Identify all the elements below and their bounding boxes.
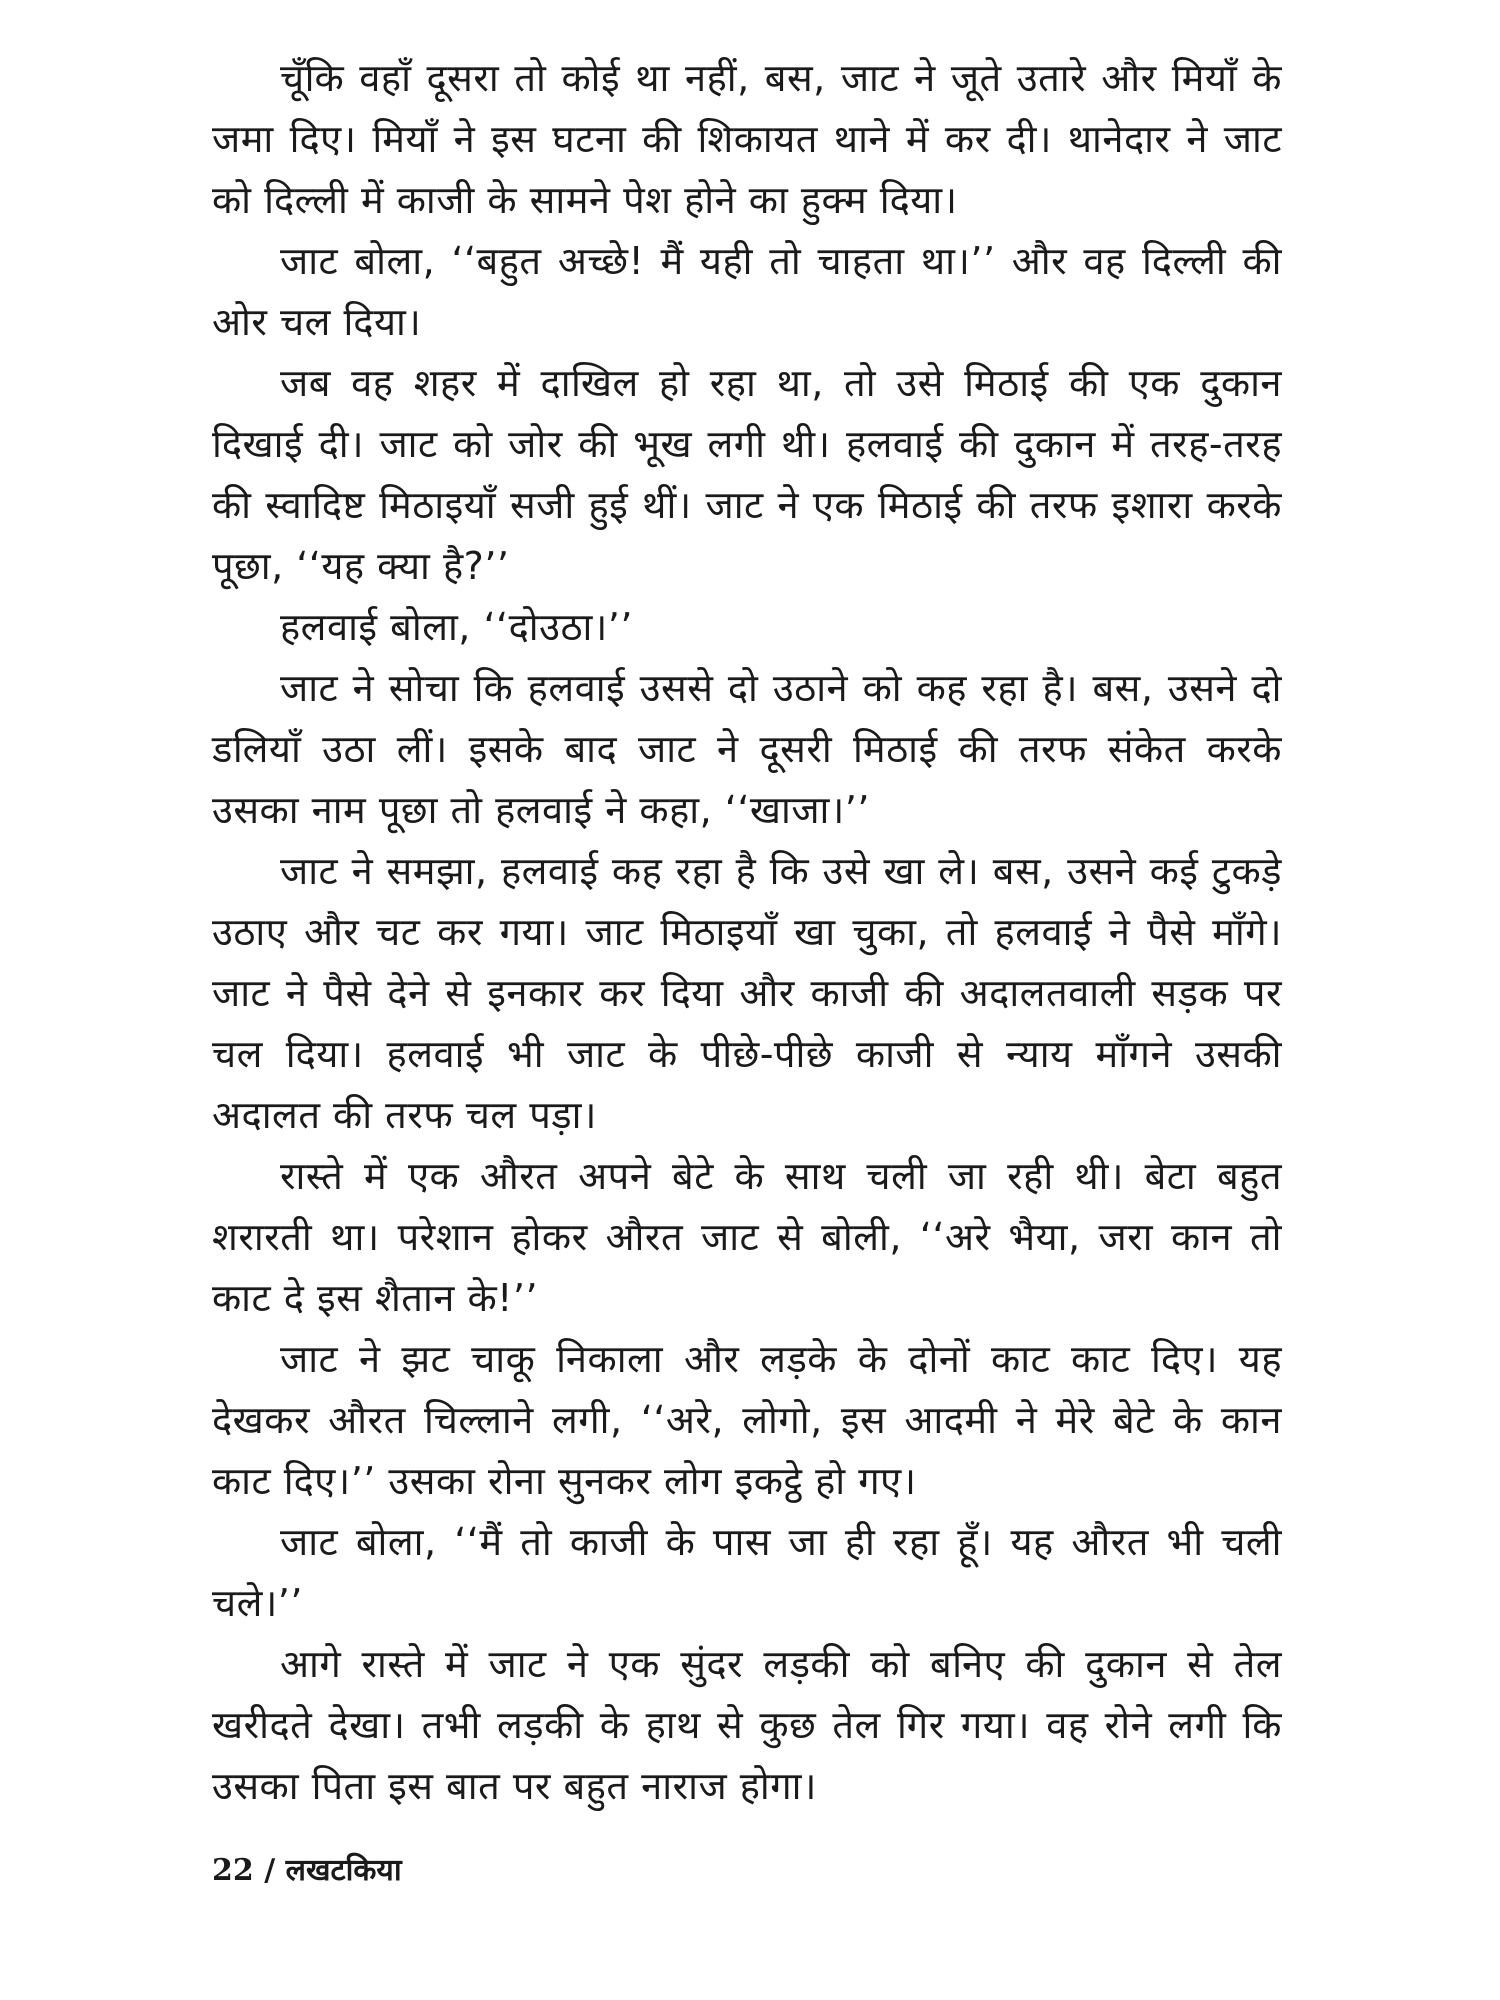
page-body-text	[212, 48, 1282, 1817]
footer-separator: /	[253, 1853, 286, 1888]
paragraph-9: जाट बोला, ‘‘मैं तो काजी के पास जा ही रहा हूँ। यह औरत भी चली चले।’’	[212, 1520, 1282, 1625]
page-footer	[212, 1848, 402, 1889]
paragraph-6: जाट ने समझा, हलवाई कह रहा है कि उसे खा ले। बस, उसने कई टुकड़े उठाए और चट कर गया। जाट मिठाइयाँ खा चुका, तो हलवाई ने पैसे माँगे। जाट ने पैसे देने से इनकार कर दिया और काजी की अदालतवाली सड़क पर चल दिया। हलवाई भी जाट के पीछे-पीछे काजी से न्याय माँगने उसकी अदालत की तरफ चल पड़ा।	[212, 849, 1282, 1137]
paragraph-8: जाट ने झट चाकू निकाला और लड़के के दोनों काट काट दिए। यह देखकर औरत चिल्लाने लगी, ‘‘अरे, लोगो, इस आदमी ने मेरे बेटे के कान काट दिए।’’ उसका रोना सुनकर लोग इकट्ठे हो गए।	[212, 1337, 1282, 1503]
paragraph-7: रास्ते में एक औरत अपने बेटे के साथ चली जा रही थी। बेटा बहुत शरारती था। परेशान होकर औरत जाट से बोली, ‘‘अरे भैया, जरा कान तो काट दे इस शैतान के!’’	[212, 1154, 1282, 1320]
paragraph-5: जाट ने सोचा कि हलवाई उससे दो उठाने को कह रहा है। बस, उसने दो डलियाँ उठा लीं। इसके बाद जाट ने दूसरी मिठाई की तरफ संकेत करके उसका नाम पूछा तो हलवाई ने कहा, ‘‘खाजा।’’	[212, 666, 1282, 832]
paragraph-10: आगे रास्ते में जाट ने एक सुंदर लड़की को बनिए की दुकान से तेल खरीदते देखा। तभी लड़की के हाथ से कुछ तेल गिर गया। वह रोने लगी कि उसका पिता इस बात पर बहुत नाराज होगा।	[212, 1642, 1282, 1808]
page-number: 22	[212, 1853, 254, 1888]
paragraph-2: जाट बोला, ‘‘बहुत अच्छे! मैं यही तो चाहता था।’’ और वह दिल्ली की ओर चल दिया।	[212, 239, 1282, 344]
paragraph-1: चूँकि वहाँ दूसरा तो कोई था नहीं, बस, जाट ने जूते उतारे और मियाँ के जमा दिए। मियाँ ने इस घटना की शिकायत थाने में कर दी। थानेदार ने जाट को दिल्ली में काजी के सामने पेश होने का हुक्म दिया।	[212, 56, 1282, 222]
book-title: लखटकिया	[285, 1853, 402, 1888]
paragraph-4: हलवाई बोला, ‘‘दोउठा।’’	[280, 605, 633, 649]
paragraph-3: जब वह शहर में दाखिल हो रहा था, तो उसे मिठाई की एक दुकान दिखाई दी। जाट को जोर की भूख लगी थी। हलवाई की दुकान में तरह-तरह की स्वादिष्ट मिठाइयाँ सजी हुई थीं। जाट ने एक मिठाई की तरफ इशारा करके पूछा, ‘‘यह क्या है?’’	[212, 361, 1282, 588]
